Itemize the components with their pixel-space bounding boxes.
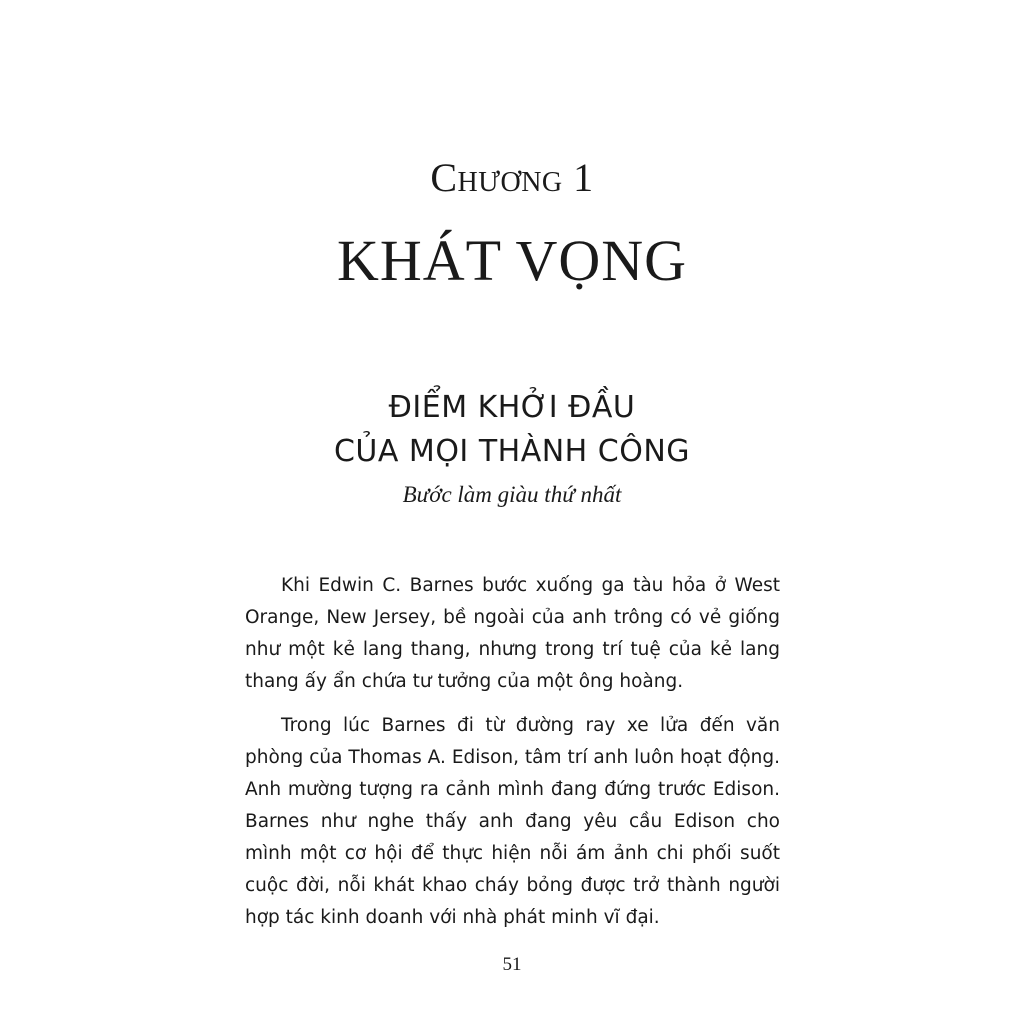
paragraph: Khi Edwin C. Barnes bước xuống ga tàu hỏa ở West Orange, New Jersey, bề ngoài của anh trông có vẻ giống như một kẻ lang thang, nhưng trong trí tuệ của kẻ lang thang ấy ẩn chứa tư tưởng của một ông hoàng. xyxy=(245,575,780,692)
section-heading-line-2: CỦA MỌI THÀNH CÔNG xyxy=(333,434,691,469)
body-text xyxy=(245,570,780,946)
section-heading xyxy=(0,386,1024,474)
section-subtitle: Bước làm giàu thứ nhất xyxy=(402,482,622,507)
chapter-label: Chương 1 xyxy=(430,155,594,200)
section-heading-line-1: ĐIỂM KHỞI ĐẦU xyxy=(388,390,636,425)
page-number: 51 xyxy=(502,954,522,975)
paragraph: Trong lúc Barnes đi từ đường ray xe lửa đến văn phòng của Thomas A. Edison, tâm trí anh luôn hoạt động. Anh mường tượng ra cảnh mình đang đứng trước Edison. Barnes như nghe thấy anh đang yêu cầu Edison cho mình một cơ hội để thực hiện nỗi ám ảnh chi phối suốt cuộc đời, nỗi khát khao cháy bỏng được trở thành người hợp tác kinh doanh với nhà phát minh vĩ đại. xyxy=(245,715,780,928)
chapter-title: KHÁT VỌNG xyxy=(336,228,688,293)
